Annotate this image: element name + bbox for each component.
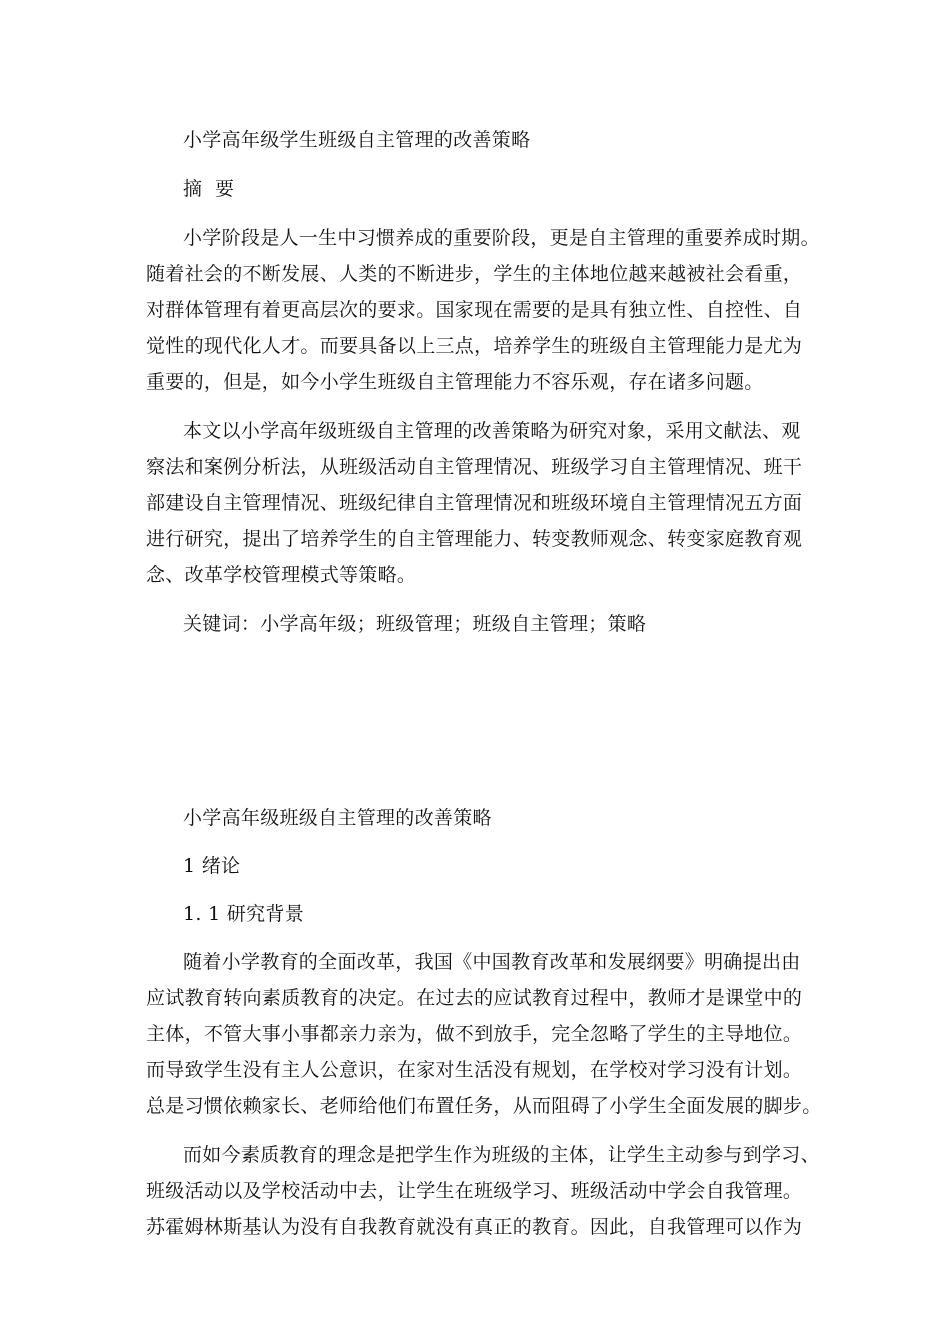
body-p1-line-5: 总是习惯依赖家长、老师给他们布置任务，从而阻碍了小学生全面发展的脚步。 bbox=[146, 1095, 822, 1117]
body-p1-line-1: 随着小学教育的全面改革，我国《中国教育改革和发展纲要》明确提出由 bbox=[183, 951, 801, 973]
body-p2-line-3: 苏霍姆林斯基认为没有自我教育就没有真正的教育。因此，自我管理可以作为 bbox=[146, 1216, 803, 1238]
section-heading-1-1: 1. 1 研究背景 bbox=[183, 903, 304, 925]
abstract-p1-line-4: 觉性的现代化人才。而要具备以上三点，培养学生的班级自主管理能力是尤为 bbox=[146, 335, 803, 357]
keywords: 关键词：小学高年级；班级管理；班级自主管理；策略 bbox=[183, 613, 647, 635]
abstract-heading: 摘 要 bbox=[183, 178, 235, 200]
body-p1-line-3: 主体，不管大事小事都亲力亲为，做不到放手，完全忽略了学生的主导地位。 bbox=[146, 1023, 803, 1045]
document-title: 小学高年级学生班级自主管理的改善策略 bbox=[183, 129, 531, 151]
body-p2-line-1: 而如今素质教育的理念是把学生作为班级的主体，让学生主动参与到学习、 bbox=[183, 1144, 820, 1166]
abstract-p1-line-2: 随着社会的不断发展、人类的不断进步，学生的主体地位越来越被社会看重， bbox=[146, 263, 803, 285]
abstract-p2-line-1: 本文以小学高年级班级自主管理的改善策略为研究对象，采用文献法、观 bbox=[183, 420, 801, 442]
body-p1-line-4: 而导致学生没有主人公意识，在家对生活没有规划，在学校对学习没有计划。 bbox=[146, 1059, 803, 1081]
body-p2-line-2: 班级活动以及学校活动中去，让学生在班级学习、班级活动中学会自我管理。 bbox=[146, 1180, 803, 1202]
abstract-p2-line-5: 念、改革学校管理模式等策略。 bbox=[146, 564, 417, 586]
abstract-p2-line-3: 部建设自主管理情况、班级纪律自主管理情况和班级环境自主管理情况五方面 bbox=[146, 492, 803, 514]
abstract-p1-line-5: 重要的，但是，如今小学生班级自主管理能力不容乐观，存在诸多问题。 bbox=[146, 371, 764, 393]
abstract-p1-line-3: 对群体管理有着更高层次的要求。国家现在需要的是具有独立性、自控性、自 bbox=[146, 299, 803, 321]
abstract-p2-line-2: 察法和案例分析法，从班级活动自主管理情况、班级学习自主管理情况、班干 bbox=[146, 456, 803, 478]
body-p1-line-2: 应试教育转向素质教育的决定。在过去的应试教育过程中，教师才是课堂中的 bbox=[146, 987, 803, 1009]
abstract-p2-line-4: 进行研究，提出了培养学生的自主管理能力、转变教师观念、转变家庭教育观 bbox=[146, 528, 803, 550]
thesis-title: 小学高年级班级自主管理的改善策略 bbox=[183, 807, 492, 829]
section-heading-1: 1 绪论 bbox=[183, 855, 241, 877]
abstract-p1-line-1: 小学阶段是人一生中习惯养成的重要阶段，更是自主管理的重要养成时期。 bbox=[183, 227, 820, 249]
